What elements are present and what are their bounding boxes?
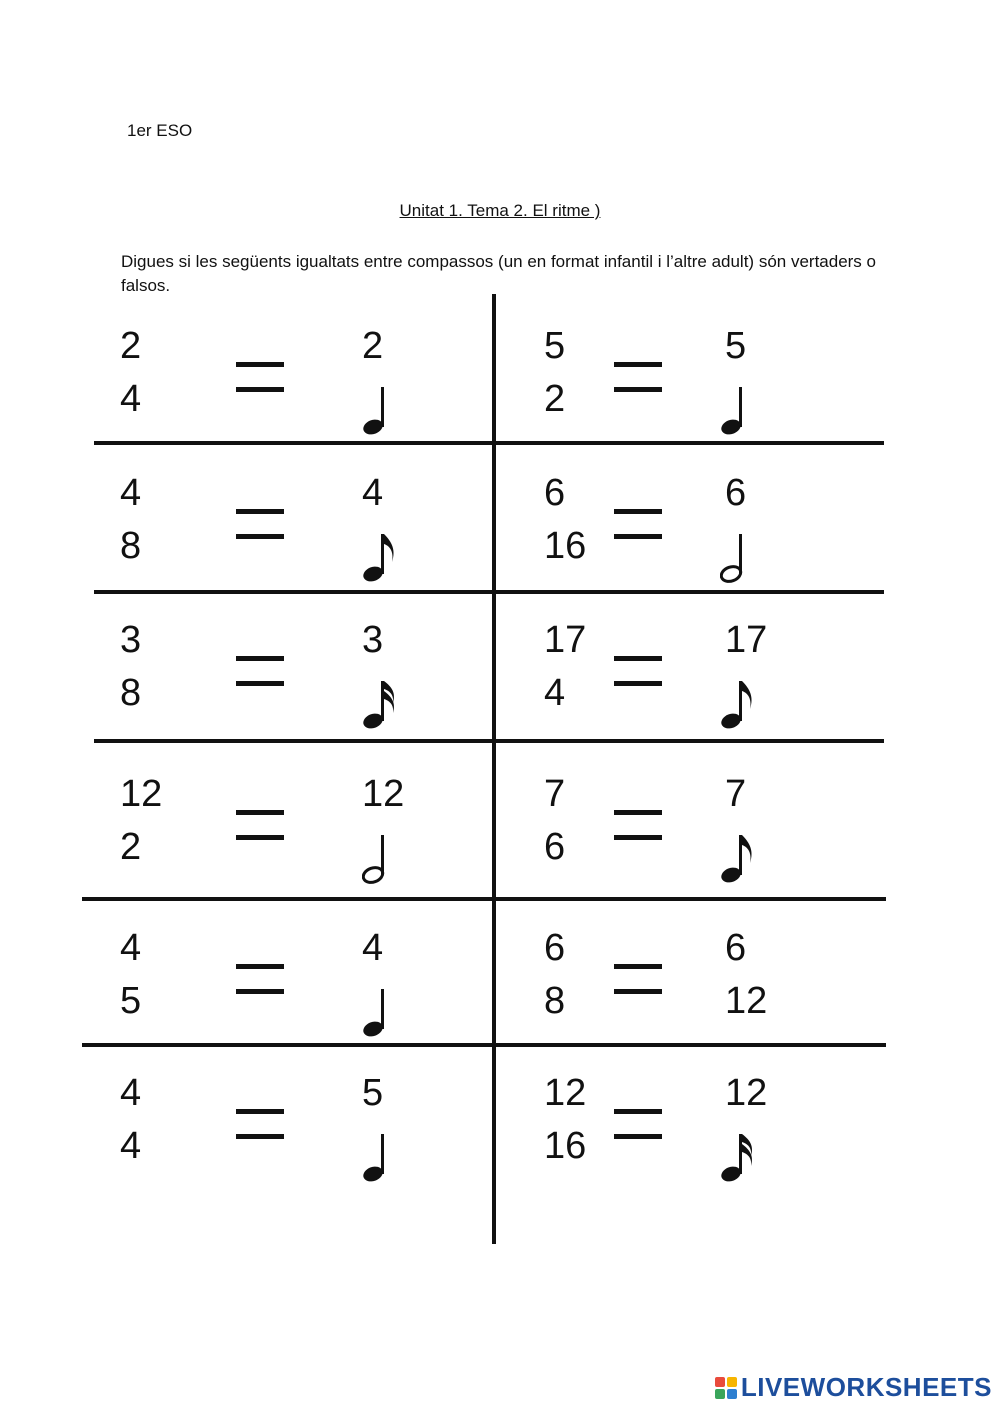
row1-left-numeric-top: 2: [120, 325, 142, 367]
row2-right-numeric-bottom: 16: [544, 525, 587, 567]
row5-right-numeric-top: 6: [544, 927, 566, 969]
row3-right-equals-sign: [614, 656, 662, 686]
row3-right-eighth-note-icon: [720, 677, 760, 731]
row4-right-child-top: 7: [725, 773, 747, 815]
row3-left-equals-sign: [236, 656, 284, 686]
row-divider: [94, 441, 884, 445]
row1-right-numeric-top: 5: [544, 325, 566, 367]
row4-left-child-top: 12: [362, 773, 405, 815]
row-divider: [94, 590, 884, 594]
row1-left-equals-sign: [236, 362, 284, 392]
brand-text: LIVEWORKSHEETS: [740, 1372, 992, 1402]
row2-left-eighth-note-icon: [362, 530, 402, 584]
row-divider: [94, 739, 884, 743]
row1-right-child-top: 5: [725, 325, 747, 367]
row1-left-quarter-note-icon: [362, 383, 402, 437]
row4-right-numeric-bottom: 6: [544, 826, 566, 868]
row5-left-numeric-bottom: 5: [120, 980, 142, 1022]
row5-left-numeric-top: 4: [120, 927, 142, 969]
row5-right-numeric-bottom: 8: [544, 980, 566, 1022]
row2-left-child-top: 4: [362, 472, 384, 514]
row3-left-sixteenth-note-icon: [362, 677, 402, 731]
row3-right-numeric-bottom: 4: [544, 672, 566, 714]
row1-right-equals-sign: [614, 362, 662, 392]
row1-left-child-top: 2: [362, 325, 384, 367]
logo-mark-icon: [715, 1377, 737, 1399]
row6-right-numeric-bottom: 16: [544, 1125, 587, 1167]
row5-left-equals-sign: [236, 964, 284, 994]
row-divider: [82, 1043, 886, 1047]
row4-right-equals-sign: [614, 810, 662, 840]
row5-right-child-top: 6: [725, 927, 747, 969]
row5-left-quarter-note-icon: [362, 985, 402, 1039]
instructions: Digues si les següents igualtats entre compassos (un en format infantil i l’altre adult) són vertaders o falsos.: [121, 252, 876, 295]
row6-right-numeric-top: 12: [544, 1072, 587, 1114]
row4-left-half-note-icon: [362, 831, 402, 885]
row2-right-numeric-top: 6: [544, 472, 566, 514]
row1-right-numeric-bottom: 2: [544, 378, 566, 420]
row-divider: [82, 897, 886, 901]
row6-left-quarter-note-icon: [362, 1130, 402, 1184]
row6-left-numeric-bottom: 4: [120, 1125, 142, 1167]
row3-right-numeric-top: 17: [544, 619, 587, 661]
row6-left-numeric-top: 4: [120, 1072, 142, 1114]
row6-right-equals-sign: [614, 1109, 662, 1139]
grade-label: 1er ESO: [127, 121, 193, 140]
row2-right-half-note-icon: [720, 530, 760, 584]
row6-left-equals-sign: [236, 1109, 284, 1139]
page-title: Unitat 1. Tema 2. El ritme ): [399, 201, 601, 220]
row4-left-numeric-bottom: 2: [120, 826, 142, 868]
center-divider: [492, 294, 496, 1244]
row5-right-equals-sign: [614, 964, 662, 994]
row2-right-child-top: 6: [725, 472, 747, 514]
row6-left-child-top: 5: [362, 1072, 384, 1114]
row5-left-child-top: 4: [362, 927, 384, 969]
row3-left-numeric-top: 3: [120, 619, 142, 661]
row2-left-numeric-top: 4: [120, 472, 142, 514]
row5-right-child-bottom: 12: [725, 980, 768, 1022]
row3-left-child-top: 3: [362, 619, 384, 661]
row6-right-sixteenth-note-icon: [720, 1130, 760, 1184]
row2-left-equals-sign: [236, 509, 284, 539]
row4-right-eighth-note-icon: [720, 831, 760, 885]
liveworksheets-logo: [715, 1372, 992, 1403]
row1-left-numeric-bottom: 4: [120, 378, 142, 420]
row4-left-equals-sign: [236, 810, 284, 840]
row4-right-numeric-top: 7: [544, 773, 566, 815]
row3-left-numeric-bottom: 8: [120, 672, 142, 714]
row2-right-equals-sign: [614, 509, 662, 539]
row2-left-numeric-bottom: 8: [120, 525, 142, 567]
row6-right-child-top: 12: [725, 1072, 768, 1114]
row4-left-numeric-top: 12: [120, 773, 163, 815]
row3-right-child-top: 17: [725, 619, 768, 661]
row1-right-quarter-note-icon: [720, 383, 760, 437]
